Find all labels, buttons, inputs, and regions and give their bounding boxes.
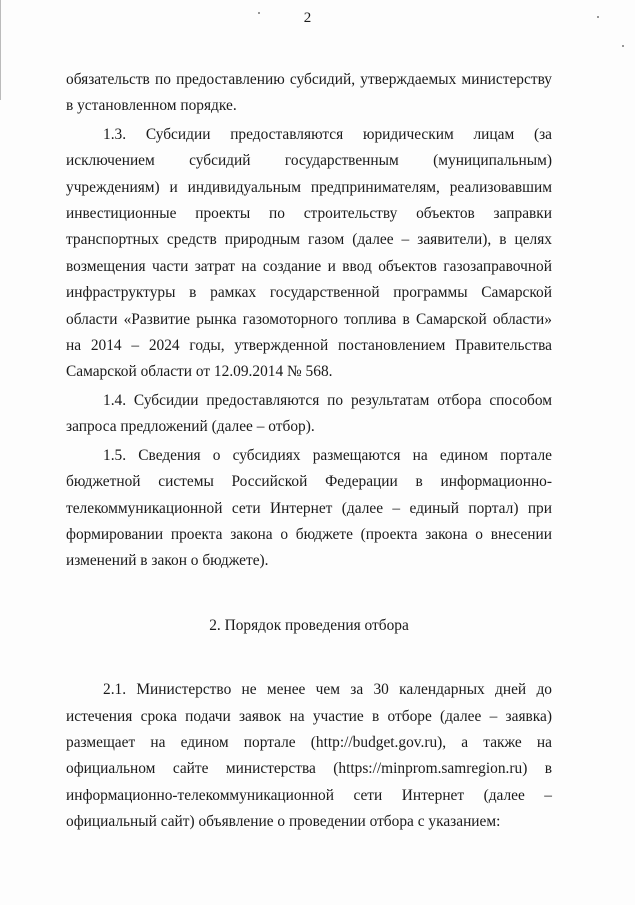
paragraph-1-4: 1.4. Субсидии предоставляются по результатам отбора способом запроса предложений (далее – отбор). [66,391,552,436]
document-body [66,67,552,836]
scan-speck [622,45,624,47]
paragraph-1-5: 1.5. Сведения о субсидиях размещаются на едином портале бюджетной системы Российской Федерации в информационно-телекоммуникационной сети Интернет (далее – единый портал) при формировании проекта закона о бюджете (проекта закона о внесении изменений в закон о бюджете). [66,446,552,570]
paragraph-continuation: обязательств по предоставлению субсидий, утверждаемых министерству в установленном порядке. [66,71,552,115]
section-heading: 2. Порядок проведения отбора [209,616,409,634]
page-number: 2 [303,10,312,26]
paragraph-2-1: 2.1. Министерство не менее чем за 30 календарных дней до истечения срока подачи заявок на участие в отборе (далее – заявка) размещает на едином портале (http://budget.gov.ru), а также на официальном сайте министерства (https://minprom.samregion.ru) в информационно-телекоммуникационной сети Интернет (далее – официальный сайт) объявление о проведении отбора с указанием: [66,681,552,831]
paragraph-1-3: 1.3. Субсидии предоставляются юридическим лицам (за исключением субсидий государственным (муниципальным) учреждениям) и индивидуальным предпринимателям, реализовавшим инвестиционные проекты по строительству объектов заправки транспортных средств природным газом (далее – заявители), в целях возмещения части затрат на создание и ввод объектов газозаправочной инфраструктуры в рамках государственной программы Самарской области «Развитие рынка газомоторного топлива в Самарской области» на 2014 – 2024 годы, утвержденной постановлением Правительства Самарской области от 12.09.2014 № 568. [66,125,552,381]
